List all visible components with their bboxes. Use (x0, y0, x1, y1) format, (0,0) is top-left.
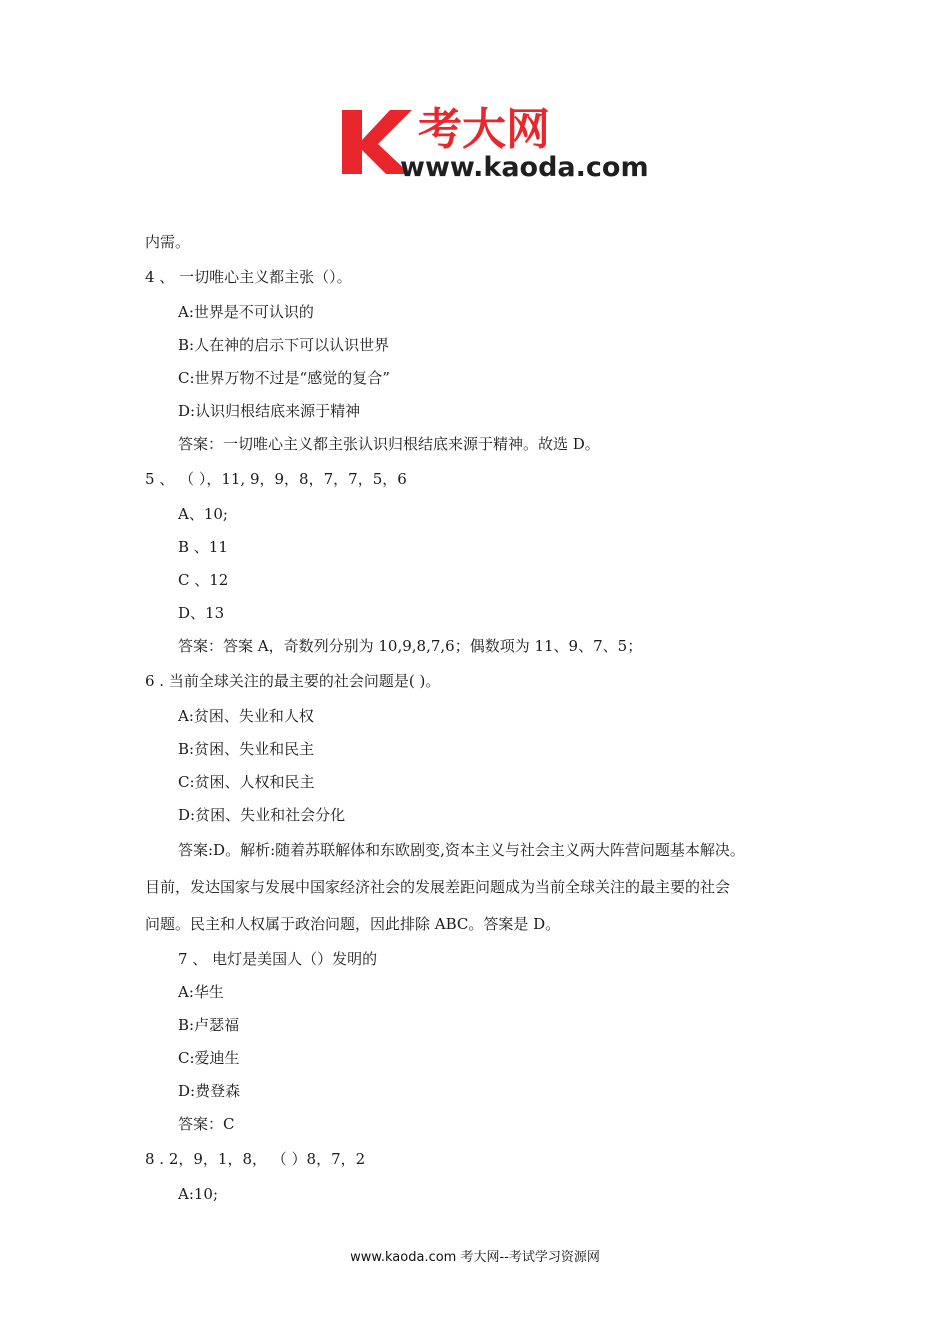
option-a: A、10; (178, 505, 228, 523)
option-a: A:华生 (178, 983, 224, 1001)
question-7: 7 、 电灯是美国人（）发明的 (178, 950, 378, 968)
option-c: C:贫困、人权和民主 (178, 773, 315, 791)
answer-4: 答案：一切唯心主义都主张认识归根结底来源于精神。故选 D。 (178, 435, 600, 453)
option-d: D:认识归根结底来源于精神 (178, 402, 361, 420)
answer-6-continued: 问题。民主和人权属于政治问题，因此排除 ABC。答案是 D。 (145, 915, 561, 933)
paragraph-line: 内需。 (145, 233, 191, 251)
answer-6-continued: 目前，发达国家与发展中国家经济社会的发展差距问题成为当前全球关注的最主要的社会 (145, 878, 731, 896)
option-c: C:世界万物不过是“感觉的复合” (178, 369, 390, 387)
option-d: D:费登森 (178, 1082, 241, 1100)
option-d: D、13 (178, 604, 225, 622)
document-body (145, 226, 815, 1211)
option-b: B:人在神的启示下可以认识世界 (178, 336, 390, 354)
answer-7: 答案：C (178, 1115, 235, 1133)
question-4: 4 、 一切唯心主义都主张（）。 (145, 268, 352, 286)
question-6: 6 . 当前全球关注的最主要的社会问题是( )。 (145, 672, 441, 690)
option-a: A:10; (178, 1185, 219, 1203)
option-c: C:爱迪生 (178, 1049, 240, 1067)
answer-6: 答案:D。解析:随着苏联解体和东欧剧变,资本主义与社会主义两大阵营问题基本解决。 (178, 841, 745, 859)
logo-brand-text: 考大网 (418, 104, 550, 155)
option-d: D:贫困、失业和社会分化 (178, 806, 346, 824)
kaoda-logo-mark (340, 96, 665, 186)
option-b: B:卢瑟福 (178, 1016, 240, 1034)
question-8: 8 . 2，9，1，8， （ ）8，7，2 (145, 1150, 366, 1168)
kaoda-logo (340, 96, 665, 186)
option-a: A:贫困、失业和人权 (178, 707, 314, 725)
logo-url-text: www.kaoda.com (400, 152, 649, 183)
answer-5: 答案：答案 A，奇数列分别为 10,9,8,7,6；偶数项为 11、9、7、5； (178, 637, 643, 655)
option-b: B 、11 (178, 538, 228, 556)
option-b: B:贫困、失业和民主 (178, 740, 315, 758)
option-c: C 、12 (178, 571, 229, 589)
option-a: A:世界是不可认识的 (178, 303, 314, 321)
question-5: 5 、 （ ），11, 9，9，8，7，7，5，6 (145, 470, 407, 488)
page-footer: www.kaoda.com 考大网--考试学习资源网 (350, 1250, 600, 1265)
